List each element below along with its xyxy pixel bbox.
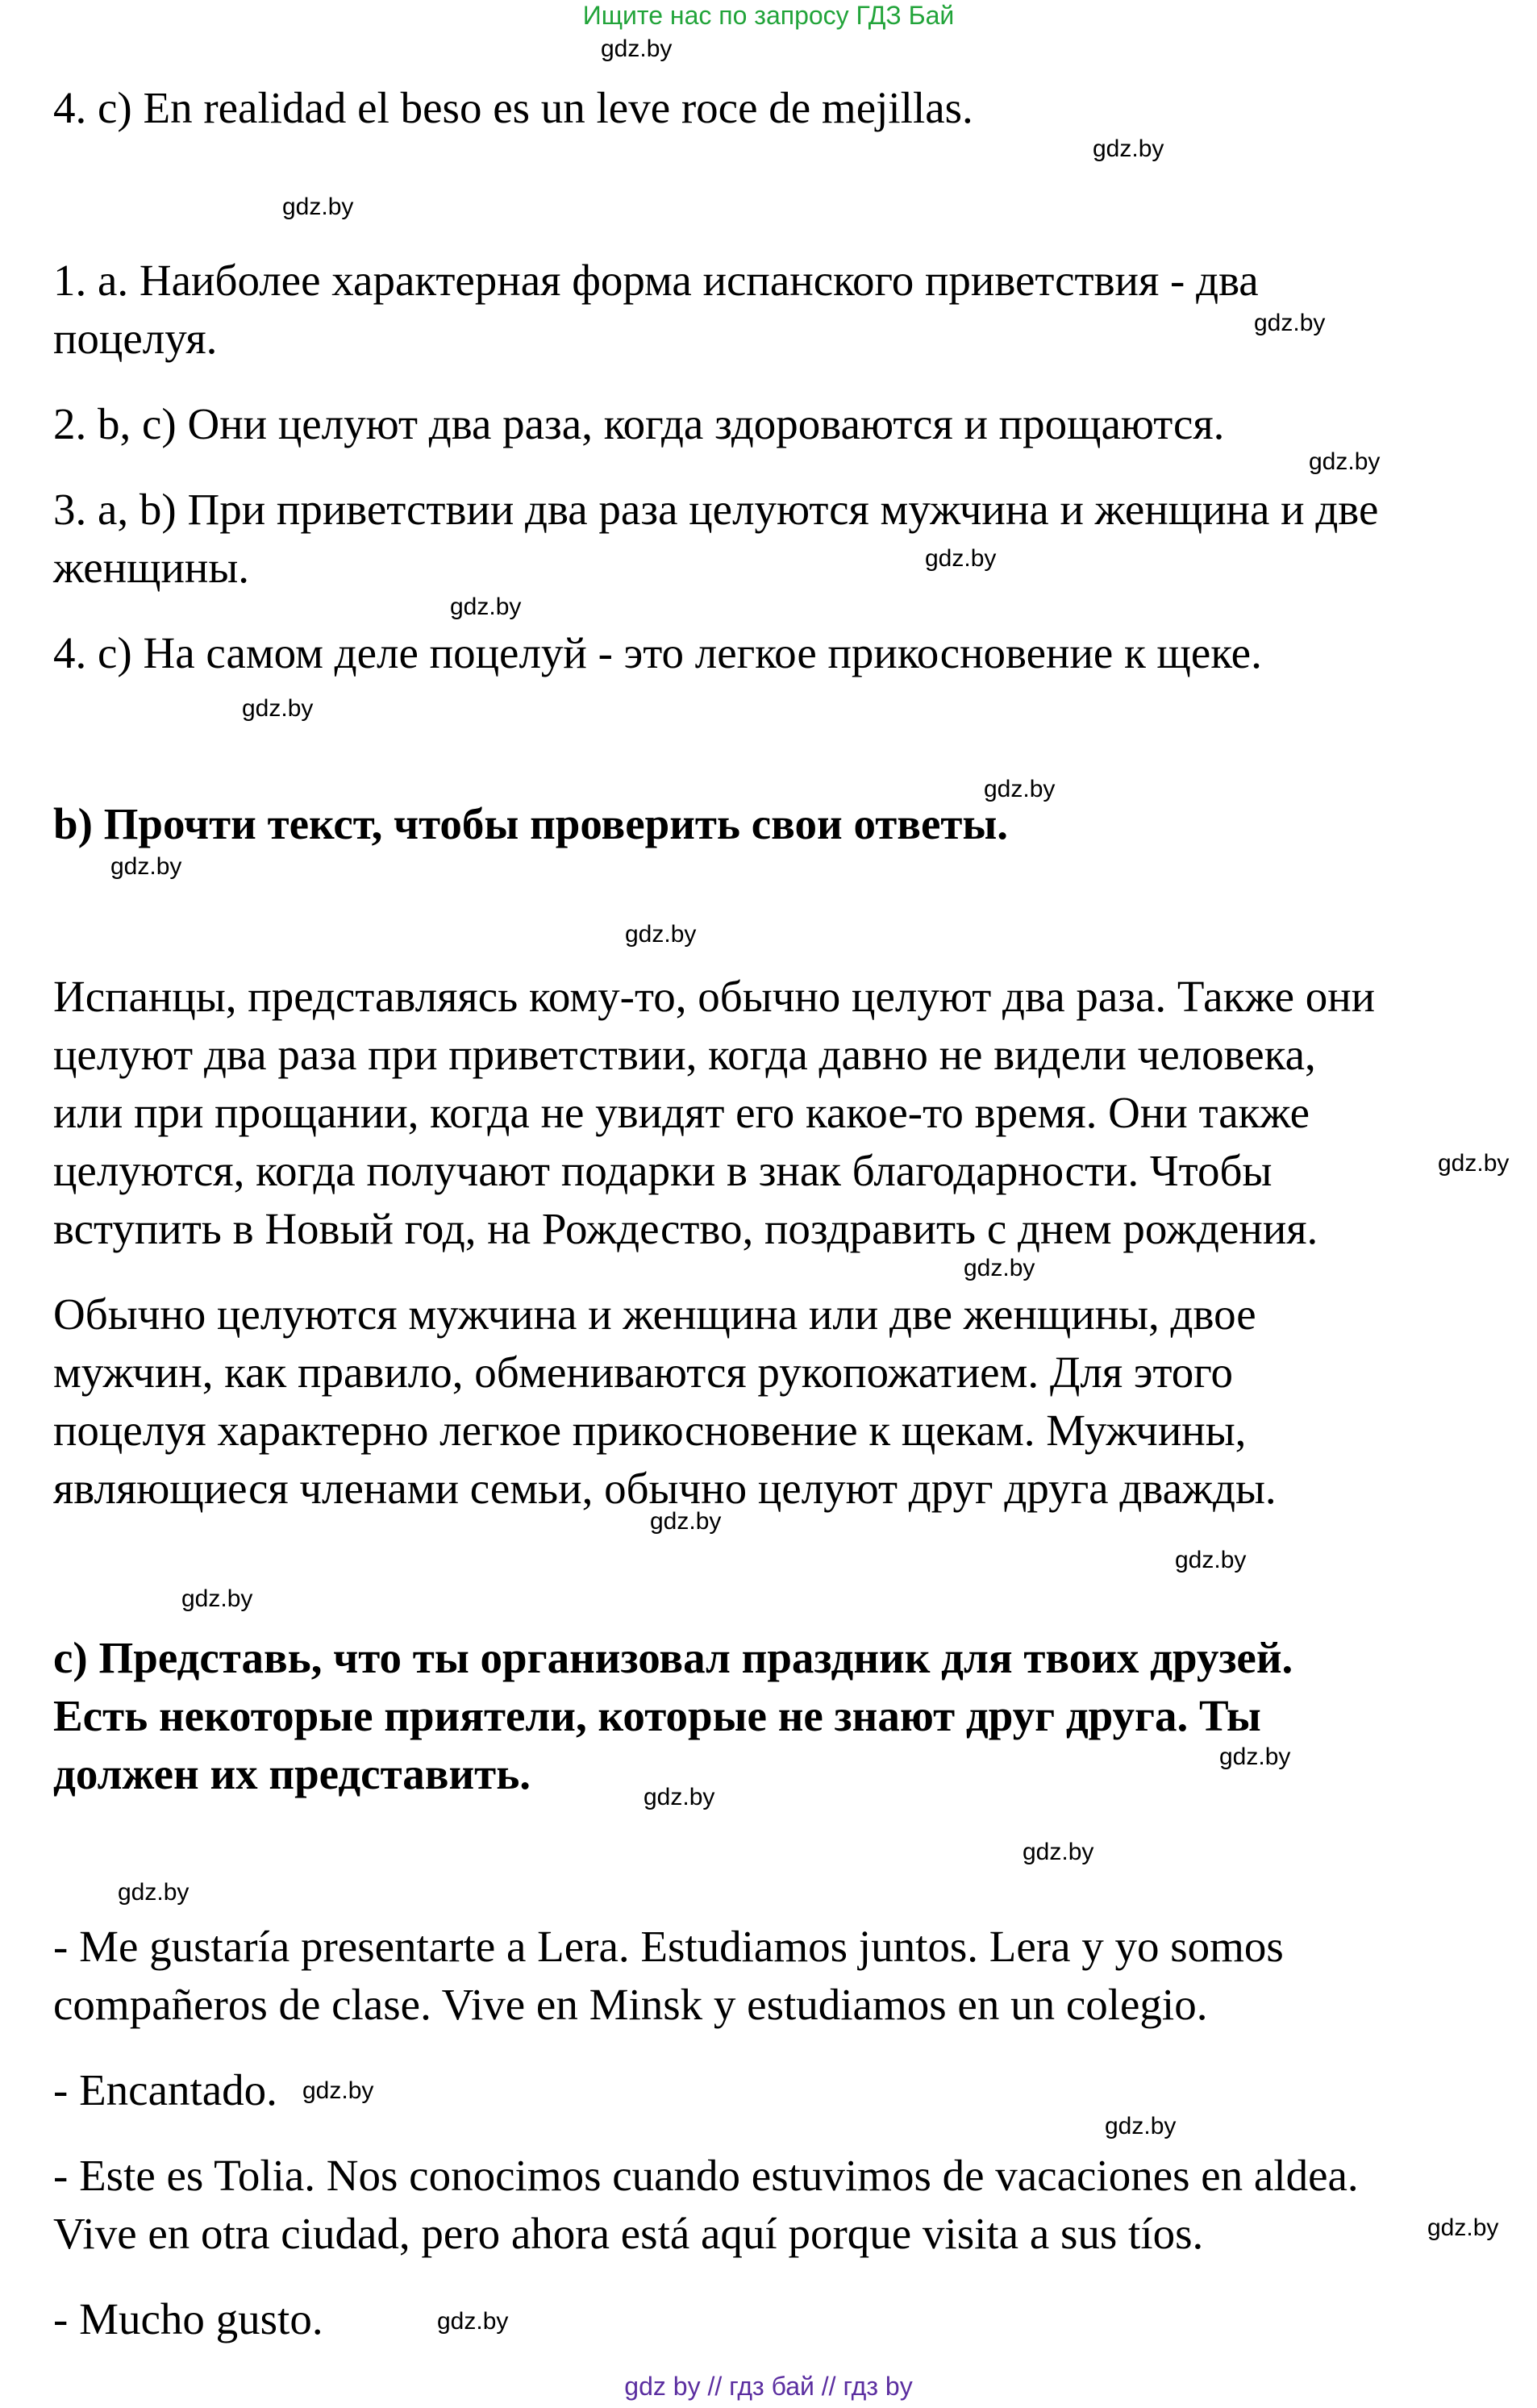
watermark: gdz.by — [437, 2308, 509, 2335]
footer-links: gdz by // гдз бай // гдз by — [624, 2372, 913, 2401]
watermark: gdz.by — [1093, 135, 1164, 162]
answer-1a-line2: поцелуя. — [53, 314, 218, 363]
watermark: gdz.by — [964, 1255, 1035, 1281]
task-c-heading-line1: c) Представь, что ты организовал праздник для твоих друзей. — [53, 1633, 1293, 1682]
paragraph-2-line3: поцелуя характерно легкое прикосновение к щекам. Мужчины, — [53, 1406, 1247, 1455]
watermark: gdz.by — [1254, 310, 1326, 336]
dialogue-line-2: - Encantado. — [53, 2065, 277, 2114]
spanish-answer-4c: 4. c) En realidad el beso es un leve roce de mejillas. — [53, 83, 973, 132]
watermark: gdz.by — [625, 921, 697, 948]
watermark: gdz.by — [282, 194, 354, 220]
dialogue-line-4: - Mucho gusto. — [53, 2294, 323, 2343]
watermark: gdz.by — [242, 695, 314, 722]
watermark: gdz.by — [925, 545, 997, 572]
dialogue-line-1a: - Me gustaría presentarte a Lera. Estudiamos juntos. Lera y yo somos — [53, 1922, 1284, 1971]
top-banner: Ищите нас по запросу ГДЗ Бай — [582, 1, 955, 30]
watermark: gdz.by — [110, 853, 182, 880]
watermark: gdz.by — [302, 2077, 374, 2104]
watermark: gdz.by — [601, 35, 673, 62]
watermark: gdz.by — [181, 1585, 253, 1612]
dialogue-line-3a: - Este es Tolia. Nos conocimos cuando estuvimos de vacaciones en aldea. — [53, 2151, 1359, 2200]
paragraph-2-line4: являющиеся членами семьи, обычно целуют друг друга дважды. — [53, 1464, 1277, 1513]
watermark: gdz.by — [1023, 1839, 1094, 1865]
paragraph-1-line5: вступить в Новый год, на Рождество, поздравить с днем рождения. — [53, 1204, 1318, 1253]
watermark: gdz.by — [644, 1784, 715, 1810]
watermark: gdz.by — [118, 1879, 190, 1906]
watermark: gdz.by — [984, 776, 1056, 802]
watermark: gdz.by — [1427, 2214, 1499, 2241]
watermark: gdz.by — [1438, 1150, 1510, 1177]
task-c-heading-line3: должен их представить. — [53, 1749, 531, 1798]
answer-4c: 4. c) На самом деле поцелуй - это легкое прикосновение к щеке. — [53, 628, 1262, 677]
paragraph-2-line2: мужчин, как правило, обмениваются рукопожатием. Для этого — [53, 1348, 1233, 1397]
paragraph-1-line3: или при прощании, когда не увидят его какое-то время. Они также — [53, 1088, 1310, 1137]
answer-3ab-line2: женщины. — [53, 543, 250, 592]
dialogue-line-1b: compañeros de clase. Vive en Minsk y estudiamos en un colegio. — [53, 1980, 1208, 2029]
answer-3ab-line1: 3. a, b) При приветствии два раза целуются мужчина и женщина и две — [53, 485, 1379, 534]
watermark: gdz.by — [1105, 2113, 1177, 2139]
watermark: gdz.by — [1309, 448, 1381, 475]
watermark: gdz.by — [1219, 1744, 1291, 1770]
paragraph-1-line4: целуются, когда получают подарки в знак благодарности. Чтобы — [53, 1146, 1273, 1195]
paragraph-2-line1: Обычно целуются мужчина и женщина или две женщины, двое — [53, 1289, 1256, 1339]
task-c-heading-line2: Есть некоторые приятели, которые не знают друг друга. Ты — [53, 1691, 1261, 1740]
paragraph-1-line1: Испанцы, представляясь кому-то, обычно целуют два раза. Также они — [53, 972, 1376, 1021]
answer-2bc: 2. b, c) Они целуют два раза, когда здороваются и прощаются. — [53, 399, 1225, 448]
answer-1a-line1: 1. a. Наиболее характерная форма испанского приветствия - два — [53, 256, 1259, 305]
watermark: gdz.by — [1175, 1547, 1247, 1573]
task-b-heading: b) Прочти текст, чтобы проверить свои ответы. — [53, 799, 1009, 848]
watermark: gdz.by — [450, 594, 522, 620]
paragraph-1-line2: целуют два раза при приветствии, когда давно не видели человека, — [53, 1030, 1316, 1079]
dialogue-line-3b: Vive en otra ciudad, pero ahora está aquí porque visita a sus tíos. — [53, 2209, 1204, 2258]
watermark: gdz.by — [650, 1508, 722, 1535]
